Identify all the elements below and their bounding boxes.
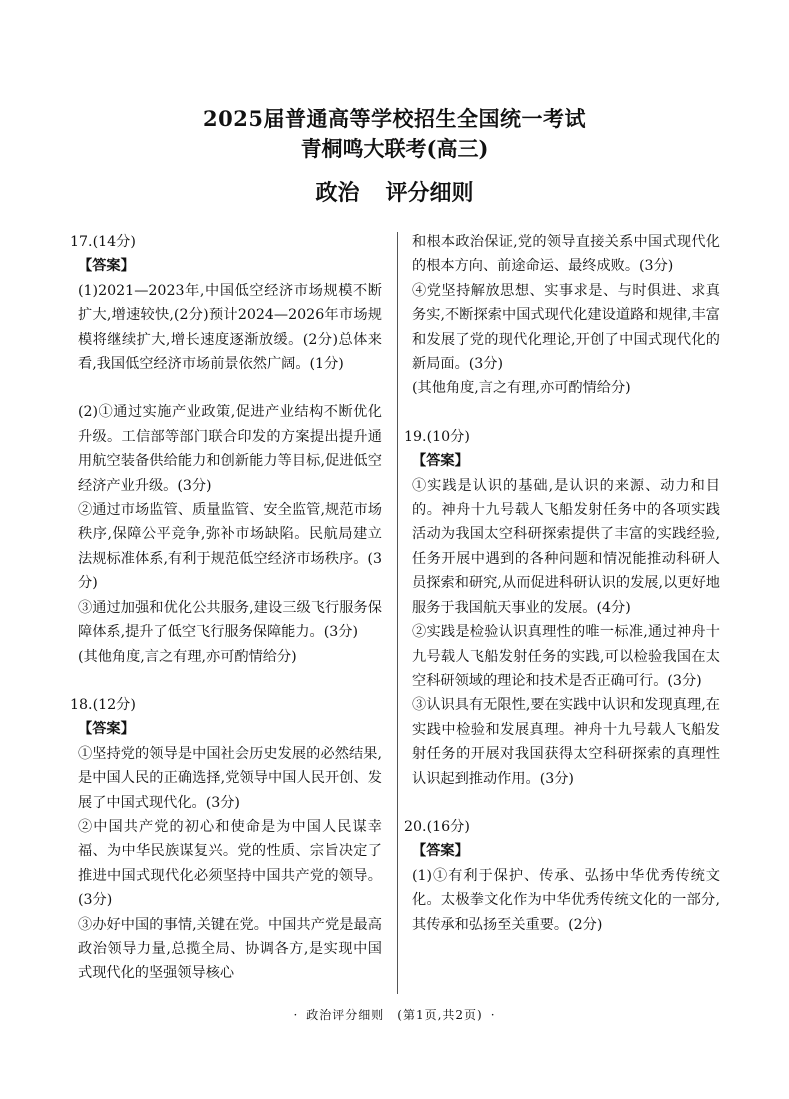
doc-type-label: 评分细则 — [385, 180, 474, 206]
scoring-note: (其他角度,言之有理,亦可酌情给分) — [412, 380, 631, 397]
answer-paragraph: ③办好中国的事情,关键在党。中国共产党是最高政治领导力量,总揽全局、协调各方,是实现中国式现代化的坚强领导核心 — [78, 916, 382, 982]
document-heading — [0, 178, 789, 208]
column-divider — [397, 232, 398, 994]
scoring-note: (其他角度,言之有理,亦可酌情给分) — [78, 648, 297, 665]
question-18-continued — [412, 230, 720, 401]
question-20 — [404, 815, 720, 937]
footer-dot: · — [293, 1008, 299, 1022]
answer-paragraph: ①实践是认识的基础,是认识的来源、动力和目的。神舟十九号载人飞船发射任务中的各项实践活动为我国太空科研探索提供了丰富的实践经验,任务开展中遇到的各种问题和情况能推动科研人员探索和研究,从而促进科研认识的发展,以更好地服务于我国航天事业的发展。(4分) — [412, 477, 720, 616]
answer-paragraph: (1)2021—2023年,中国低空经济市场规模不断扩大,增速较快,(2分)预计2024—2026年市场规模将继续扩大,增长速度逐渐放缓。(2分)总体来看,我国低空经济市场前景依然广阔。(1分) — [78, 282, 382, 373]
answer-paragraph: ③认识具有无限性,要在实践中认识和发现真理,在实践中检验和发展真理。神舟十九号载人飞船发射任务的开展对我国获得太空科研探索的真理性认识起到推动作用。(3分) — [412, 697, 720, 787]
footer-text: 政治评分细则 (第1页,共2页) — [306, 1008, 483, 1022]
answer-paragraph: ②中国共产党的初心和使命是为中国人民谋幸福、为中华民族谋复兴。党的性质、宗旨决定了推进中国式现代化必须坚持中国共产党的领导。(3分) — [78, 818, 382, 909]
answer-paragraph: ②通过市场监管、质量监管、安全监管,规范市场秩序,保障公平竞争,弥补市场缺陷。民航局建立法规标准体系,有利于规范低空经济市场秩序。(3分) — [78, 502, 382, 592]
answer-paragraph: (2)①通过实施产业政策,促进产业结构不断优化升级。工信部等部门联合印发的方案提出提升通用航空装备供给能力和创新能力等目标,促进低空经济产业升级。(3分) — [78, 404, 382, 494]
answer-paragraph: ②实践是检验认识真理性的唯一标准,通过神舟十九号载人飞船发射任务的实践,可以检验我国在太空科研领域的理论和技术是否正确可行。(3分) — [412, 624, 720, 689]
question-19 — [404, 425, 720, 791]
page-footer — [0, 1007, 789, 1023]
right-column — [404, 230, 720, 937]
footer-dot: · — [490, 1008, 496, 1022]
answer-paragraph: ①坚持党的领导是中国社会历史发展的必然结果,是中国人民的正确选择,党领导中国人民开创、发展了中国式现代化。(3分) — [78, 745, 382, 811]
answer-label: 【答案】 — [412, 843, 469, 860]
question-number: 17.(14分) — [70, 234, 136, 250]
question-number: 19.(10分) — [404, 428, 470, 445]
question-number: 18.(12分) — [70, 696, 136, 713]
subject-label: 政治 — [315, 180, 360, 206]
answer-paragraph: ④党坚持解放思想、实事求是、与时俱进、求真务实,不断探索中国式现代化建设道路和规律,丰富和发展了党的现代化理论,开创了中国式现代化的新局面。(3分) — [412, 282, 720, 373]
answer-label: 【答案】 — [78, 258, 135, 275]
question-17 — [70, 230, 382, 669]
answer-paragraph: ③通过加强和优化公共服务,建设三级飞行服务保障体系,提升了低空飞行服务保障能力。(3分) — [78, 599, 382, 641]
question-18 — [70, 693, 382, 986]
answer-paragraph: 和根本政治保证,党的领导直接关系中国式现代化的根本方向、前途命运、最终成败。(3分) — [412, 234, 720, 275]
question-number: 20.(16分) — [404, 818, 470, 835]
exam-title: 2025届普通高等学校招生全国统一考试 — [203, 106, 586, 131]
answer-paragraph: (1)①有利于保护、传承、弘扬中华优秀传统文化。太极拳文化作为中华优秀传统文化的一部分,其传承和弘扬至关重要。(2分) — [412, 867, 720, 933]
left-column — [70, 230, 382, 986]
answer-label: 【答案】 — [78, 721, 135, 738]
exam-subtitle: 青桐鸣大联考(高三) — [300, 136, 489, 161]
answer-label: 【答案】 — [412, 453, 469, 470]
